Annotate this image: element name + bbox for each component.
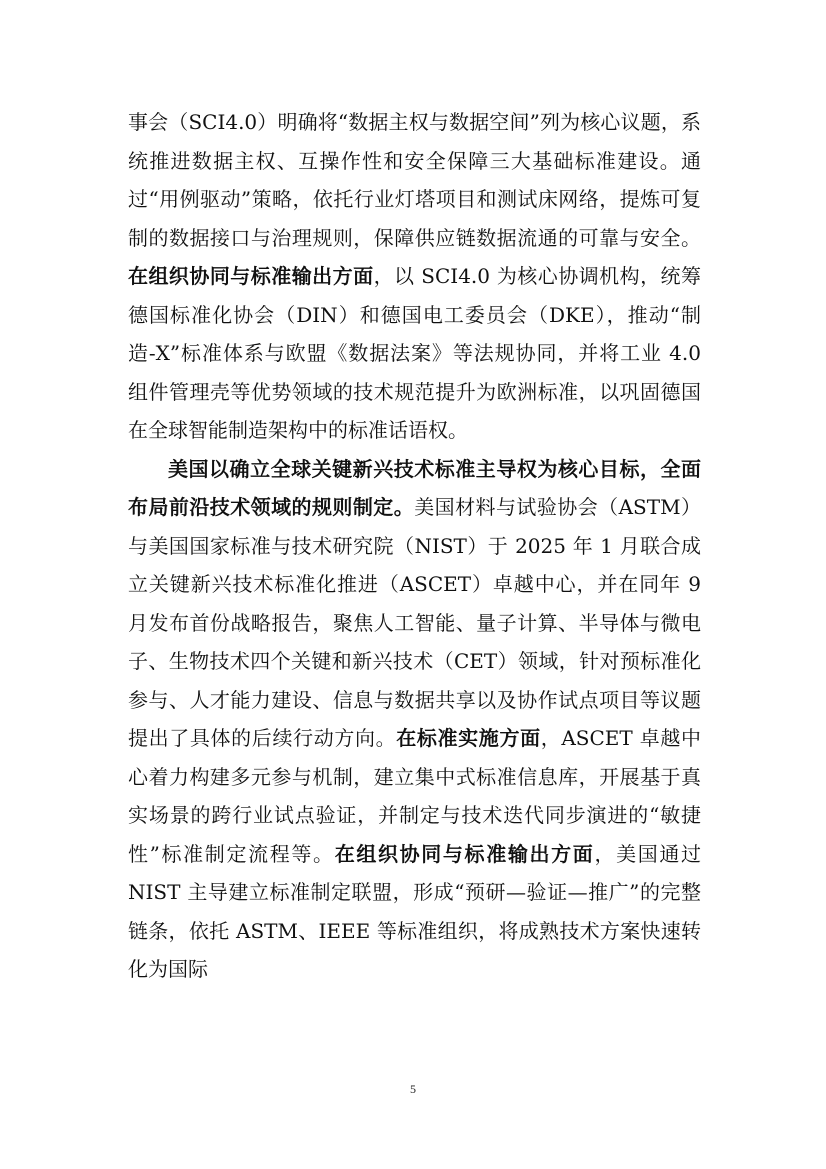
text-run: ，以 SCI4.0 为核心协调机构，统筹德国标准化协会（DIN）和德国电工委员会（DKE），推动“制造-X”标准体系与欧盟《数据法案》等法规协同，并将工业 4.0 组件管理壳等优势领域的技术规范提升为欧洲标准，以巩固德国在全球智能制造架构中的标准话语权。 xyxy=(128,264,702,442)
bold-lead-sentence: 美国以确立全球关键新兴技术标准主导权为核心目标，全面布局前沿技术领域的规则制定。 xyxy=(128,456,701,519)
text-run: 事会（SCI4.0）明确将“数据主权与数据空间”列为核心议题，系统推进数据主权、互操作性和安全保障三大基础标准建设。通过“用例驱动”策略，依托行业灯塔项目和测试床网络，提炼可复制的数据接口与治理规则，保障供应链数据流通的可靠与安全。 xyxy=(128,110,701,250)
paragraph-usa xyxy=(128,450,701,989)
page-number: 5 xyxy=(410,1082,416,1096)
text-run: ，美国通过 NIST 主导建立标准制定联盟，形成“预研—验证—推广”的完整链条，依托 ASTM、IEEE 等标准组织，将成熟技术方案快速转化为国际 xyxy=(128,841,702,981)
bold-heading-run: 在组织协同与标准输出方面 xyxy=(128,264,374,288)
text-run: ，ASCET 卓越中心着力构建多元参与机制，建立集中式标准信息库，开展基于真实场景的跨行业试点验证，并制定与技术迭代同步演进的“敏捷性”标准制定流程等。 xyxy=(128,726,702,866)
text-run: 美国材料与试验协会（ASTM）与美国国家标准与技术研究院（NIST）于 2025 年 1 月联合成立关键新兴技术标准化推进（ASCET）卓越中心，并在同年 9 月发布首份战略报告，聚焦人工智能、量子计算、半导体与微电子、生物技术四个关键和新兴技术（CET）领域，针对预标准化参与、人才能力建设、信息与数据共享以及协作试点项目等议题提出了具体的后续行动方向。 xyxy=(128,495,702,750)
bold-heading-run: 在标准实施方面 xyxy=(396,726,541,750)
paragraph-germany-continued xyxy=(128,103,701,450)
body-text xyxy=(128,103,701,989)
bold-heading-run: 在组织协同与标准输出方面 xyxy=(334,841,595,866)
